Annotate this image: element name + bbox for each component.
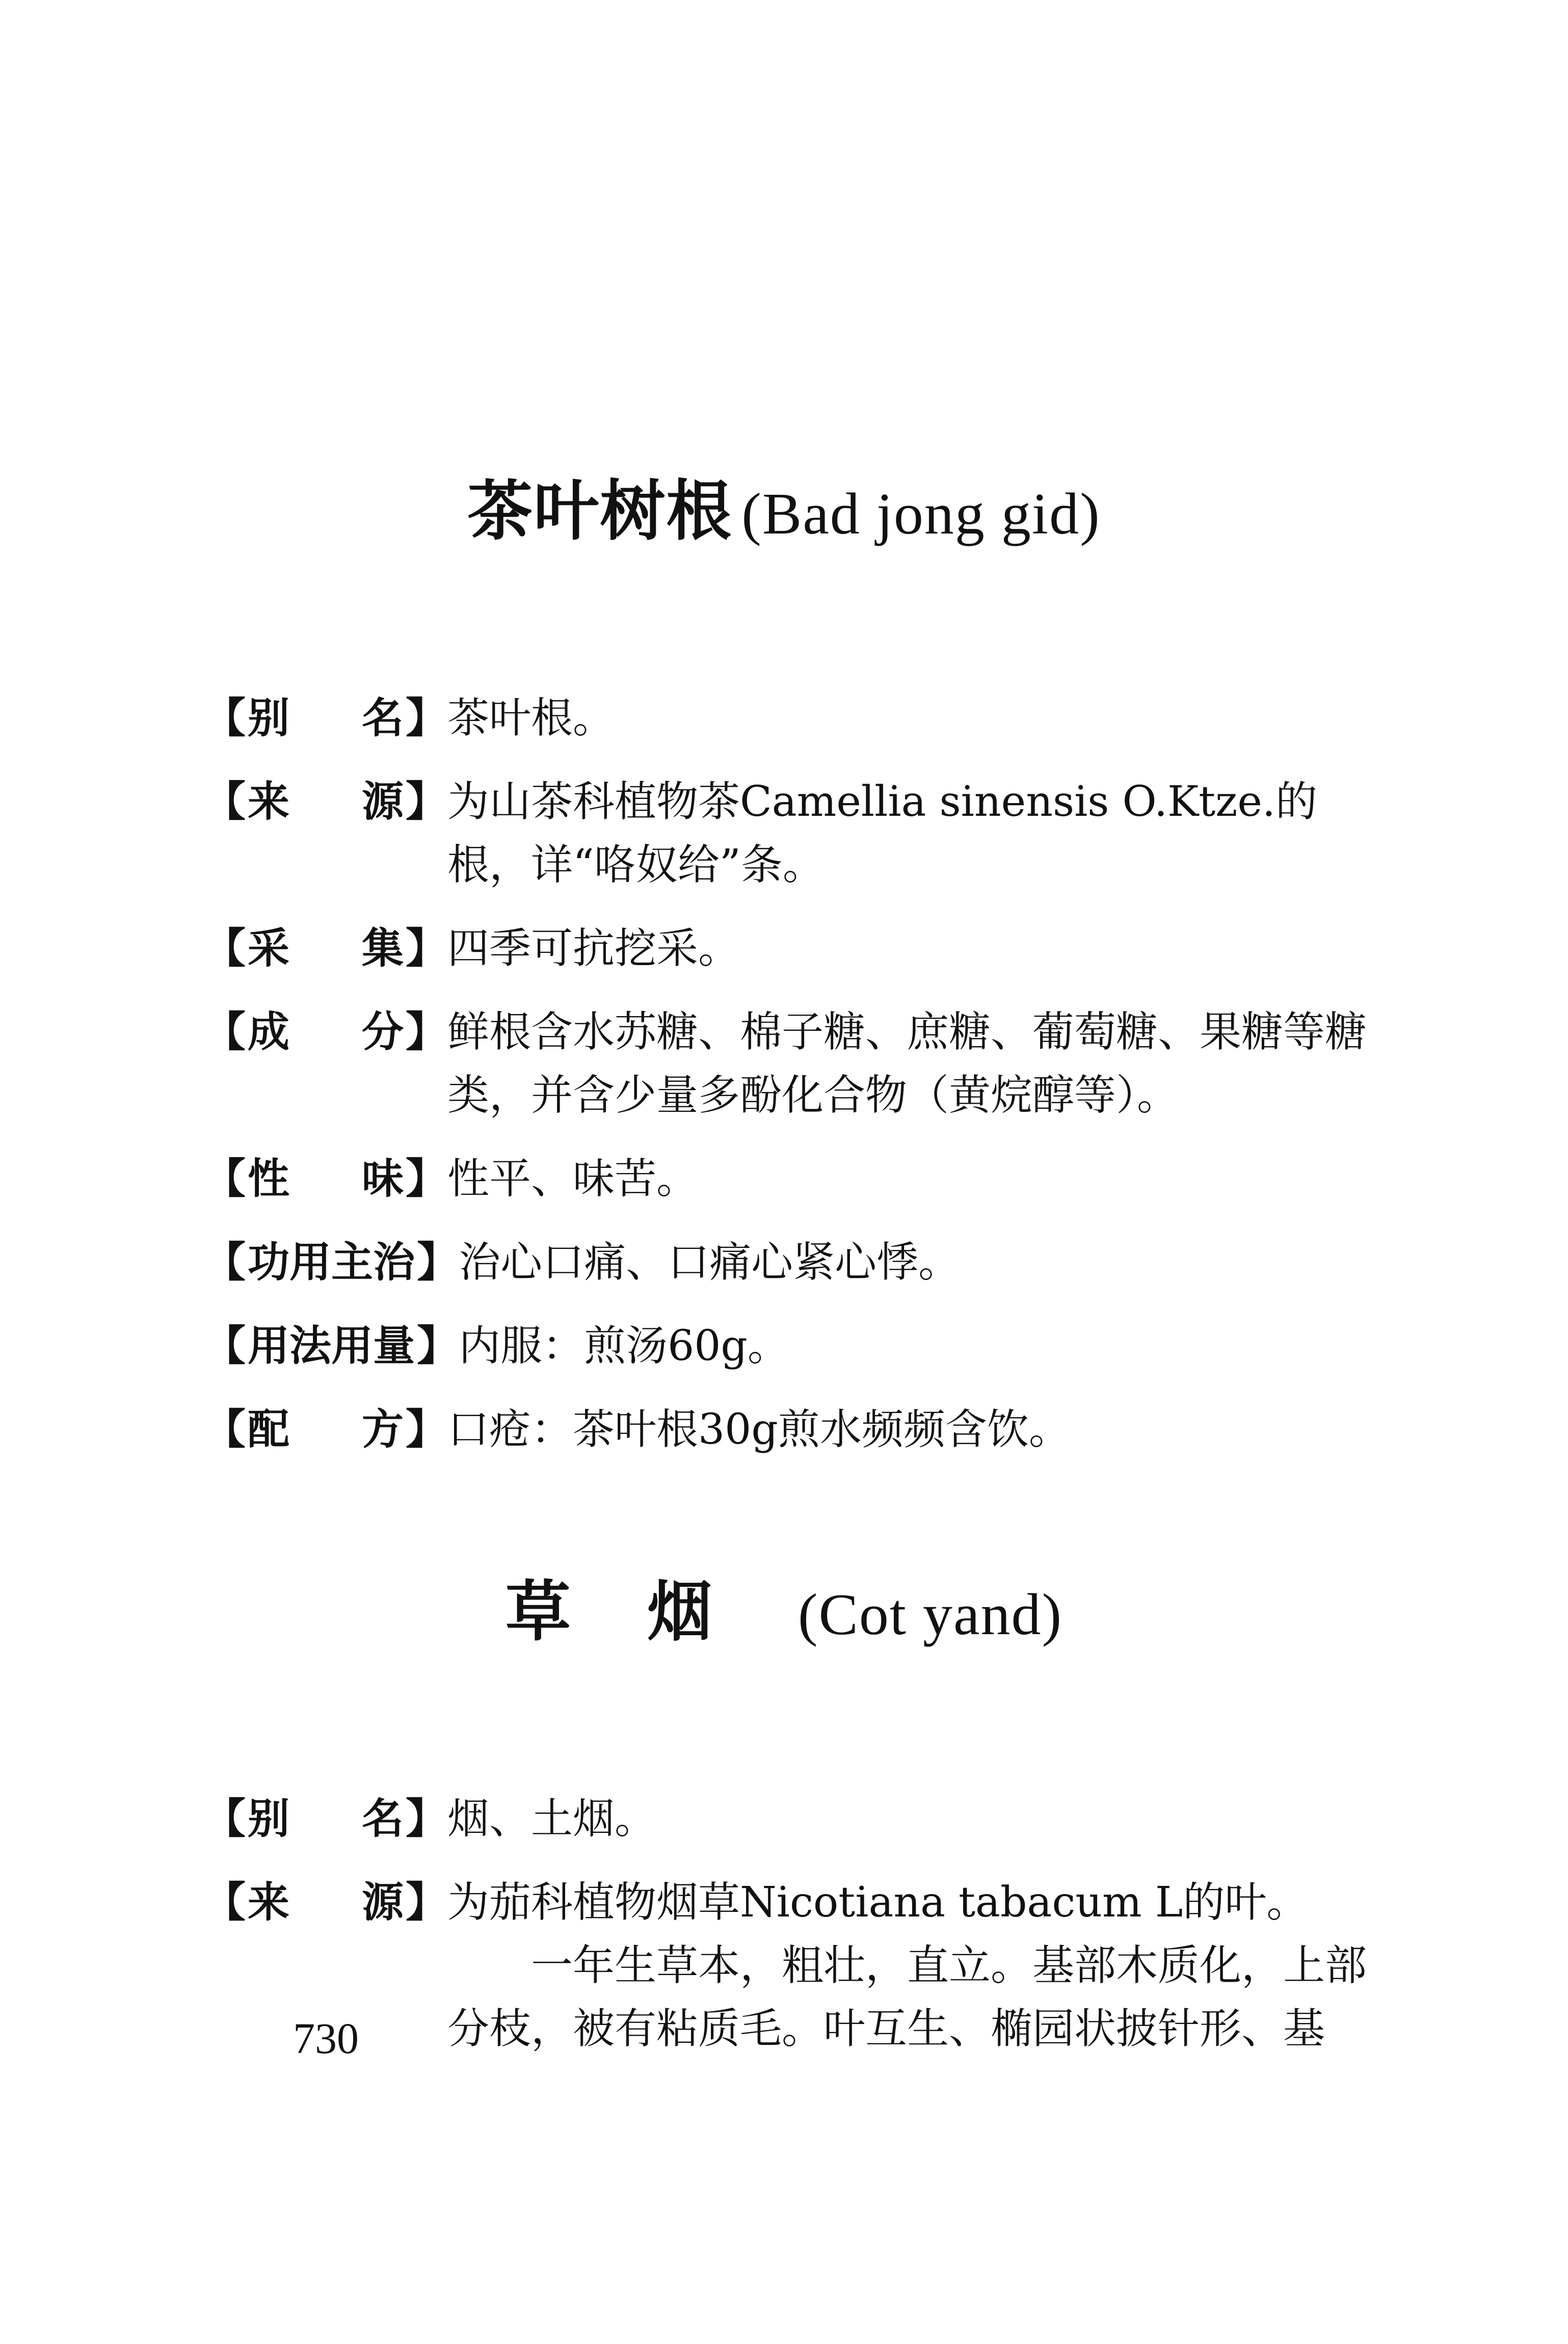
entry-label: 【 功 用 主 治 】 — [204, 1231, 459, 1294]
entry-label-text: 用 法 用 量 — [248, 1322, 415, 1370]
entry-row — [204, 1788, 1406, 1851]
entry-label-text: 来 源 — [248, 1878, 404, 1927]
entry-label: 【 来 源 】 — [204, 770, 447, 897]
entry-line: 内服：煎汤60g。 — [459, 1322, 789, 1370]
page-number: 730 — [293, 2014, 359, 2063]
entry-row — [204, 687, 1406, 750]
entry-row — [204, 1148, 1406, 1211]
entry-label: 【 用 法 用 量 】 — [204, 1315, 459, 1378]
entry-line: 茶叶根。 — [447, 694, 615, 742]
entry-line: 为茄科植物烟草Nicotiana tabacum L的叶。 — [447, 1878, 1309, 1927]
title-chinese: 草烟 — [505, 1574, 789, 1650]
entry-label: 【 配 方 】 — [204, 1398, 447, 1461]
section-title-tea-root — [0, 459, 1568, 552]
entry-text — [459, 1315, 1406, 1378]
entry-list-tobacco — [204, 1788, 1406, 2081]
entry-line: 口疮：茶叶根30g煎水频频含饮。 — [447, 1405, 1071, 1454]
entry-label-text: 别 名 — [248, 694, 404, 742]
entry-line: 鲜根含水苏糖、棉子糖、庶糖、葡萄糖、果糖等糖 — [447, 1008, 1367, 1056]
entry-line: 根，详“咯奴给”条。 — [447, 841, 825, 889]
entry-label: 【 采 集 】 — [204, 917, 447, 980]
entry-label-text: 性 味 — [248, 1155, 404, 1203]
entry-label: 【 来 源 】 — [204, 1871, 447, 2061]
entry-line: 类，并含少量多酚化合物（黄烷醇等）。 — [447, 1071, 1179, 1120]
title-romanized: (Bad jong gid) — [741, 482, 1101, 547]
title-romanized: (Cot yand) — [798, 1582, 1063, 1647]
entry-text — [447, 1871, 1406, 2061]
entry-label-text: 来 源 — [248, 778, 404, 826]
entry-line: 为山茶科植物茶Camellia sinensis O.Ktze.的 — [447, 778, 1317, 826]
entry-label: 【 别 名 】 — [204, 1788, 447, 1851]
entry-text — [447, 1398, 1406, 1461]
title-chinese: 茶叶树根 — [467, 473, 733, 549]
entry-label-text: 配 方 — [248, 1405, 404, 1454]
entry-row — [204, 1398, 1406, 1461]
entry-line: 性平、味苦。 — [447, 1155, 699, 1203]
entry-label: 【 别 名 】 — [204, 687, 447, 750]
entry-row — [204, 1001, 1406, 1127]
entry-line: 一年生草本，粗壮，直立。基部木质化，上部 — [531, 1941, 1367, 1990]
entry-line: 治心口痛、口痛心紧心悸。 — [459, 1238, 961, 1287]
entry-text — [447, 1001, 1406, 1127]
entry-row — [204, 1871, 1406, 2061]
section-title-tobacco — [0, 1559, 1568, 1653]
entry-text — [447, 1788, 1406, 1851]
entry-row — [204, 1231, 1406, 1294]
entry-row — [204, 1315, 1406, 1378]
entry-text — [447, 687, 1406, 750]
entry-label-text: 采 集 — [248, 924, 404, 973]
entry-row — [204, 770, 1406, 897]
entry-text — [447, 917, 1406, 980]
entry-label-text: 别 名 — [248, 1795, 404, 1843]
entry-row — [204, 917, 1406, 980]
entry-line: 四季可抗挖采。 — [447, 924, 740, 973]
entry-label: 【 性 味 】 — [204, 1148, 447, 1211]
entry-text — [447, 1148, 1406, 1211]
entry-text — [447, 770, 1406, 897]
entry-list-tea-root — [204, 687, 1406, 1482]
entry-text — [459, 1231, 1406, 1294]
entry-line: 烟、土烟。 — [447, 1795, 657, 1843]
entry-line: 分枝，被有粘质毛。叶互生、椭园状披针形、基 — [447, 2005, 1325, 2053]
entry-label-text: 功 用 主 治 — [248, 1238, 415, 1287]
entry-label: 【 成 分 】 — [204, 1001, 447, 1127]
entry-label-text: 成 分 — [248, 1008, 404, 1056]
